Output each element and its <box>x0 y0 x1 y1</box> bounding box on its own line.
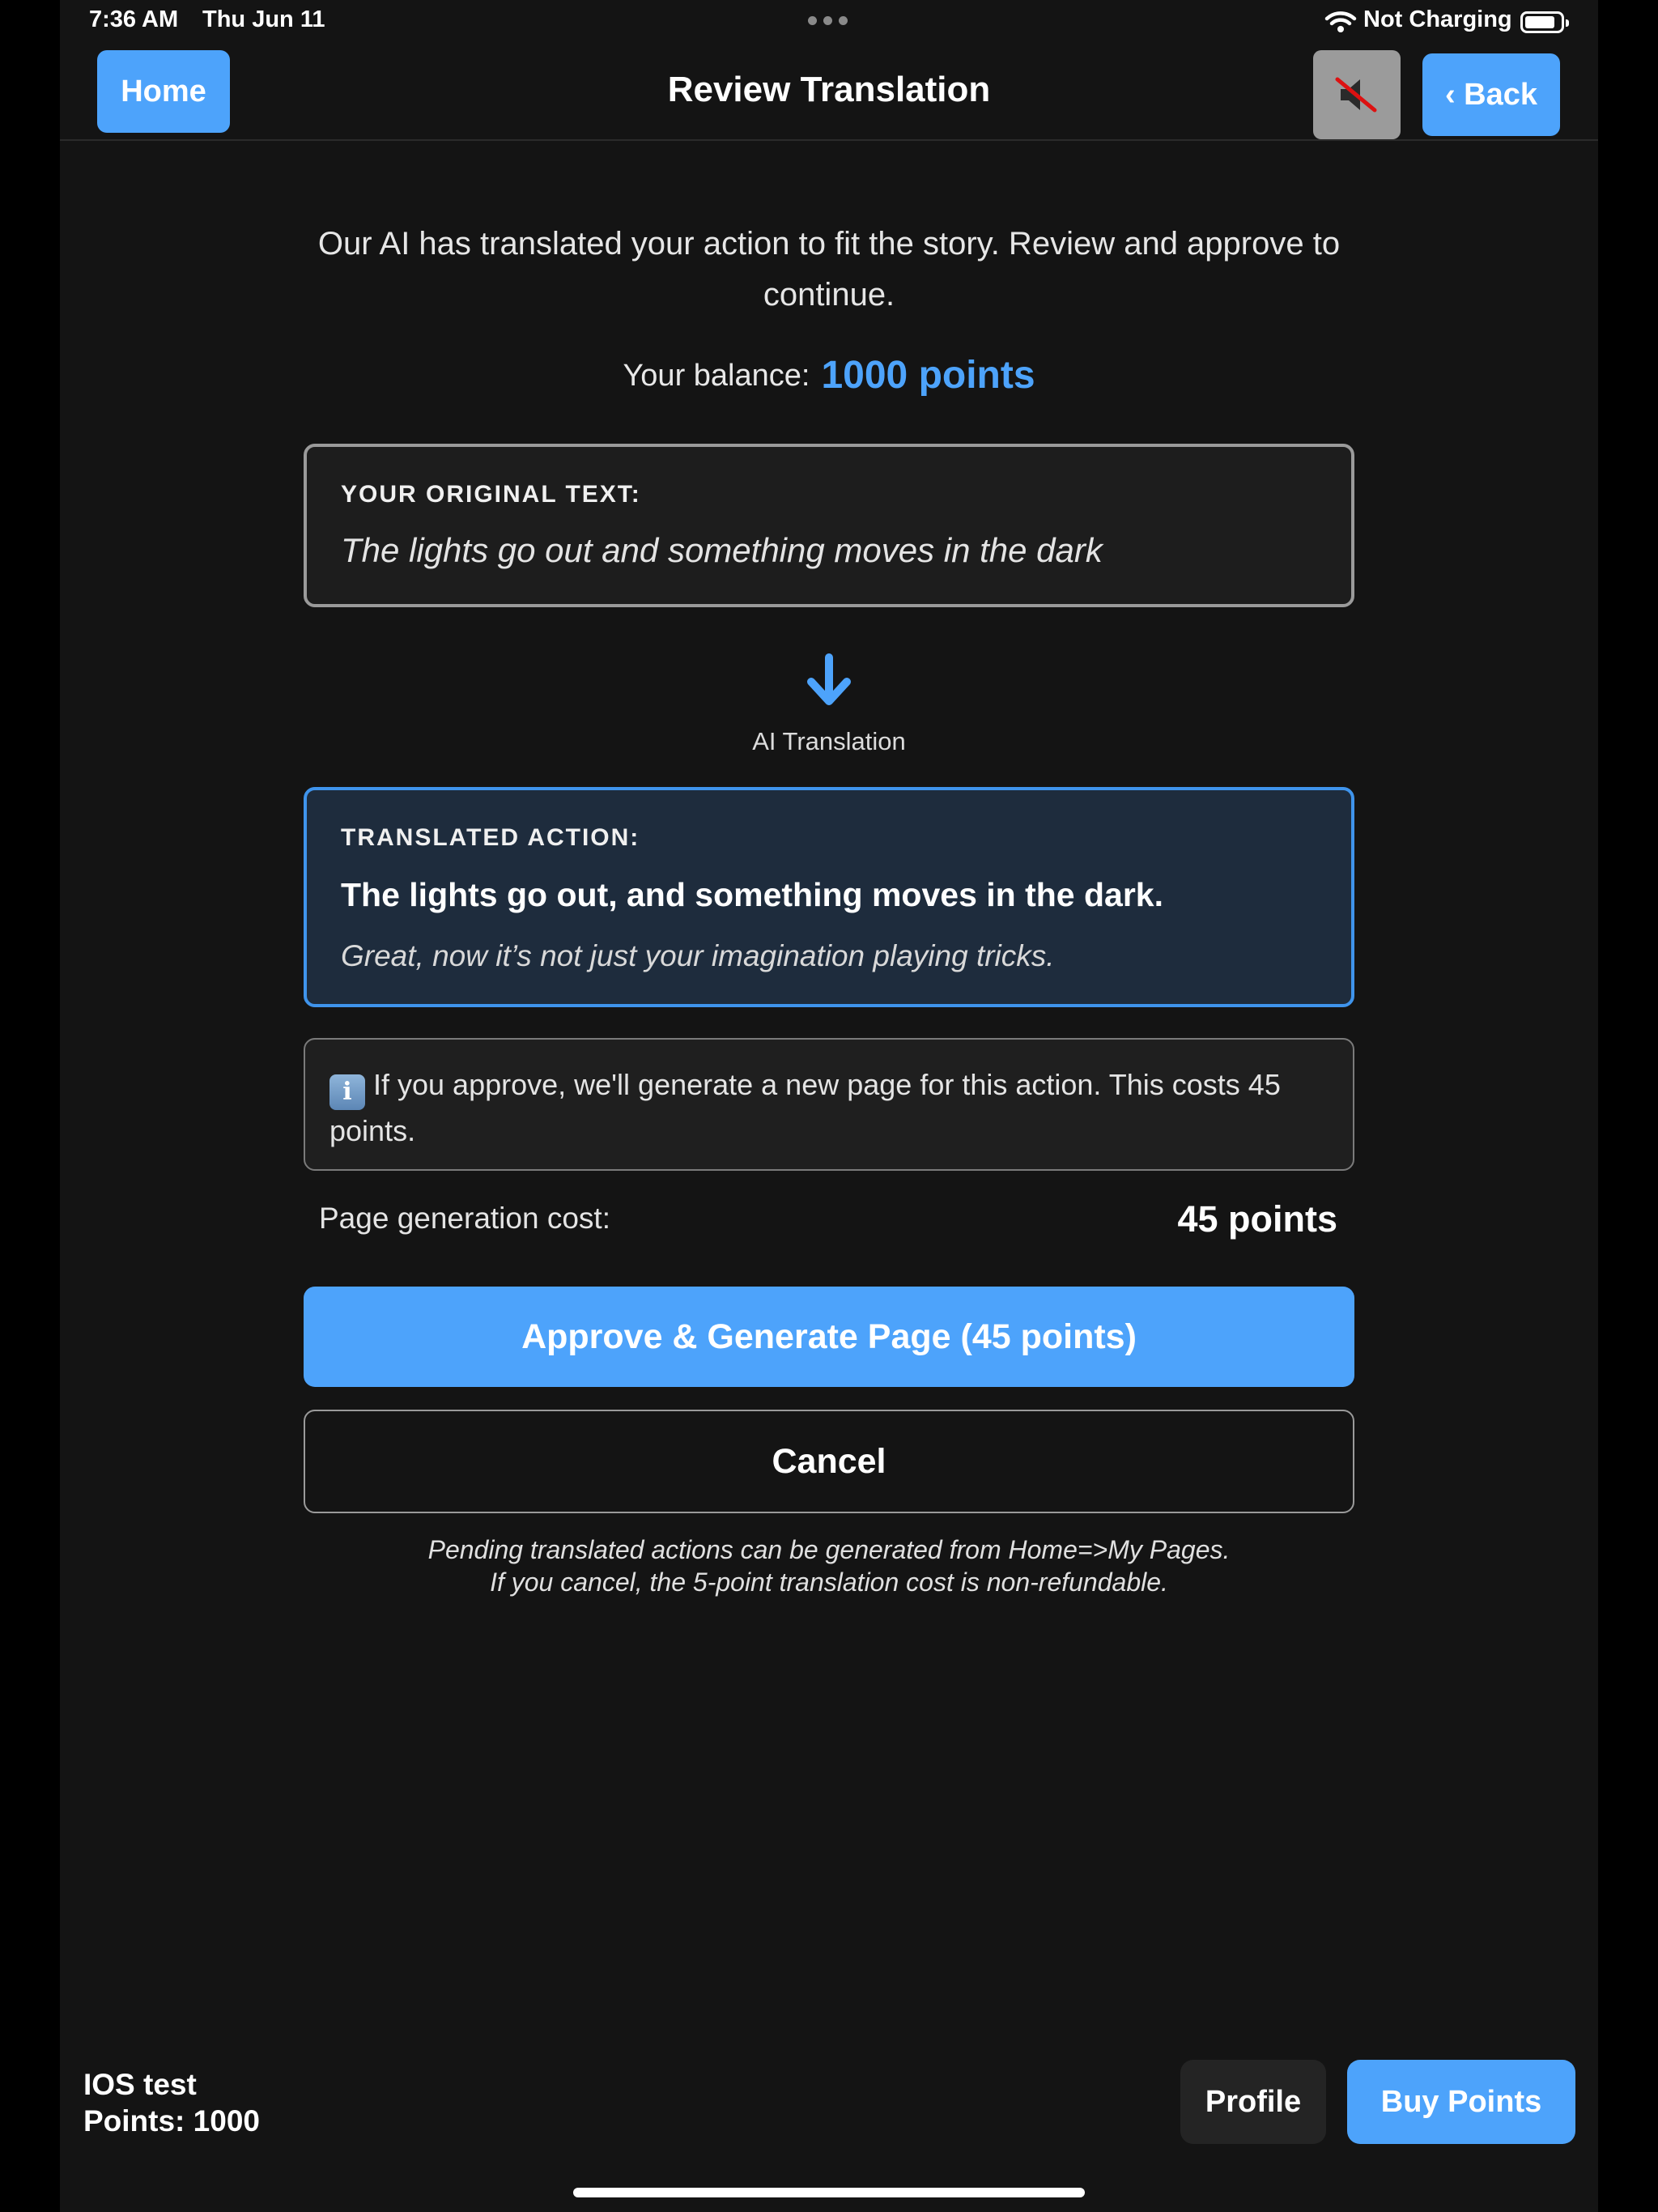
status-time: 7:36 AM <box>89 6 179 32</box>
multitasking-dots-icon[interactable] <box>808 16 848 25</box>
mute-button[interactable] <box>1313 50 1401 139</box>
home-indicator[interactable] <box>573 2188 1085 2197</box>
cost-label: Page generation cost: <box>319 1202 610 1235</box>
speaker-muted-icon <box>1333 71 1381 118</box>
cancel-button[interactable]: Cancel <box>304 1410 1354 1513</box>
home-button[interactable]: Home <box>97 50 230 133</box>
info-box <box>304 1038 1354 1171</box>
user-name: IOS test <box>83 2068 197 2101</box>
original-label: YOUR ORIGINAL TEXT: <box>341 481 641 508</box>
translated-label: TRANSLATED ACTION: <box>341 824 640 851</box>
battery-icon <box>1520 11 1564 33</box>
approve-generate-button[interactable]: Approve & Generate Page (45 points) <box>304 1287 1354 1387</box>
translated-comment: Great, now it’s not just your imagination playing tricks. <box>341 939 1055 972</box>
profile-button[interactable]: Profile <box>1180 2060 1326 2144</box>
balance-value: 1000 points <box>821 354 1035 397</box>
translated-text: The lights go out, and something moves in the dark. <box>341 876 1163 913</box>
original-text: The lights go out and something moves in the dark <box>341 531 1103 569</box>
original-text-card <box>304 444 1354 607</box>
user-points: Points: 1000 <box>83 2104 260 2138</box>
cost-value: 45 points <box>1177 1198 1337 1240</box>
buy-points-button[interactable]: Buy Points <box>1347 2060 1575 2144</box>
header-divider <box>60 139 1598 141</box>
footnote-line-1: Pending translated actions can be generated from Home=>My Pages. <box>427 1535 1231 1564</box>
ai-translation-label: AI Translation <box>752 727 906 755</box>
balance-row <box>0 353 1658 398</box>
back-button[interactable]: ‹ Back <box>1422 53 1560 136</box>
footnote <box>0 1534 1658 1598</box>
status-date: Thu Jun 11 <box>202 6 325 32</box>
balance-label: Your balance: <box>623 359 810 393</box>
info-icon: i <box>329 1074 365 1110</box>
user-info <box>83 2066 260 2139</box>
wifi-icon <box>1324 10 1357 34</box>
info-text: If you approve, we'll generate a new page for this action. This costs 45 points. <box>329 1068 1281 1147</box>
info-message <box>329 1064 1329 1152</box>
page-title: Review Translation <box>667 70 991 109</box>
arrow-down-icon <box>803 653 855 708</box>
intro-text: Our AI has translated your action to fit the story. Review and approve to continue. <box>317 226 1341 313</box>
translated-action-card <box>304 787 1354 1007</box>
footnote-line-2: If you cancel, the 5-point translation cost is non-refundable. <box>490 1568 1168 1597</box>
charging-status: Not Charging <box>1363 6 1512 32</box>
